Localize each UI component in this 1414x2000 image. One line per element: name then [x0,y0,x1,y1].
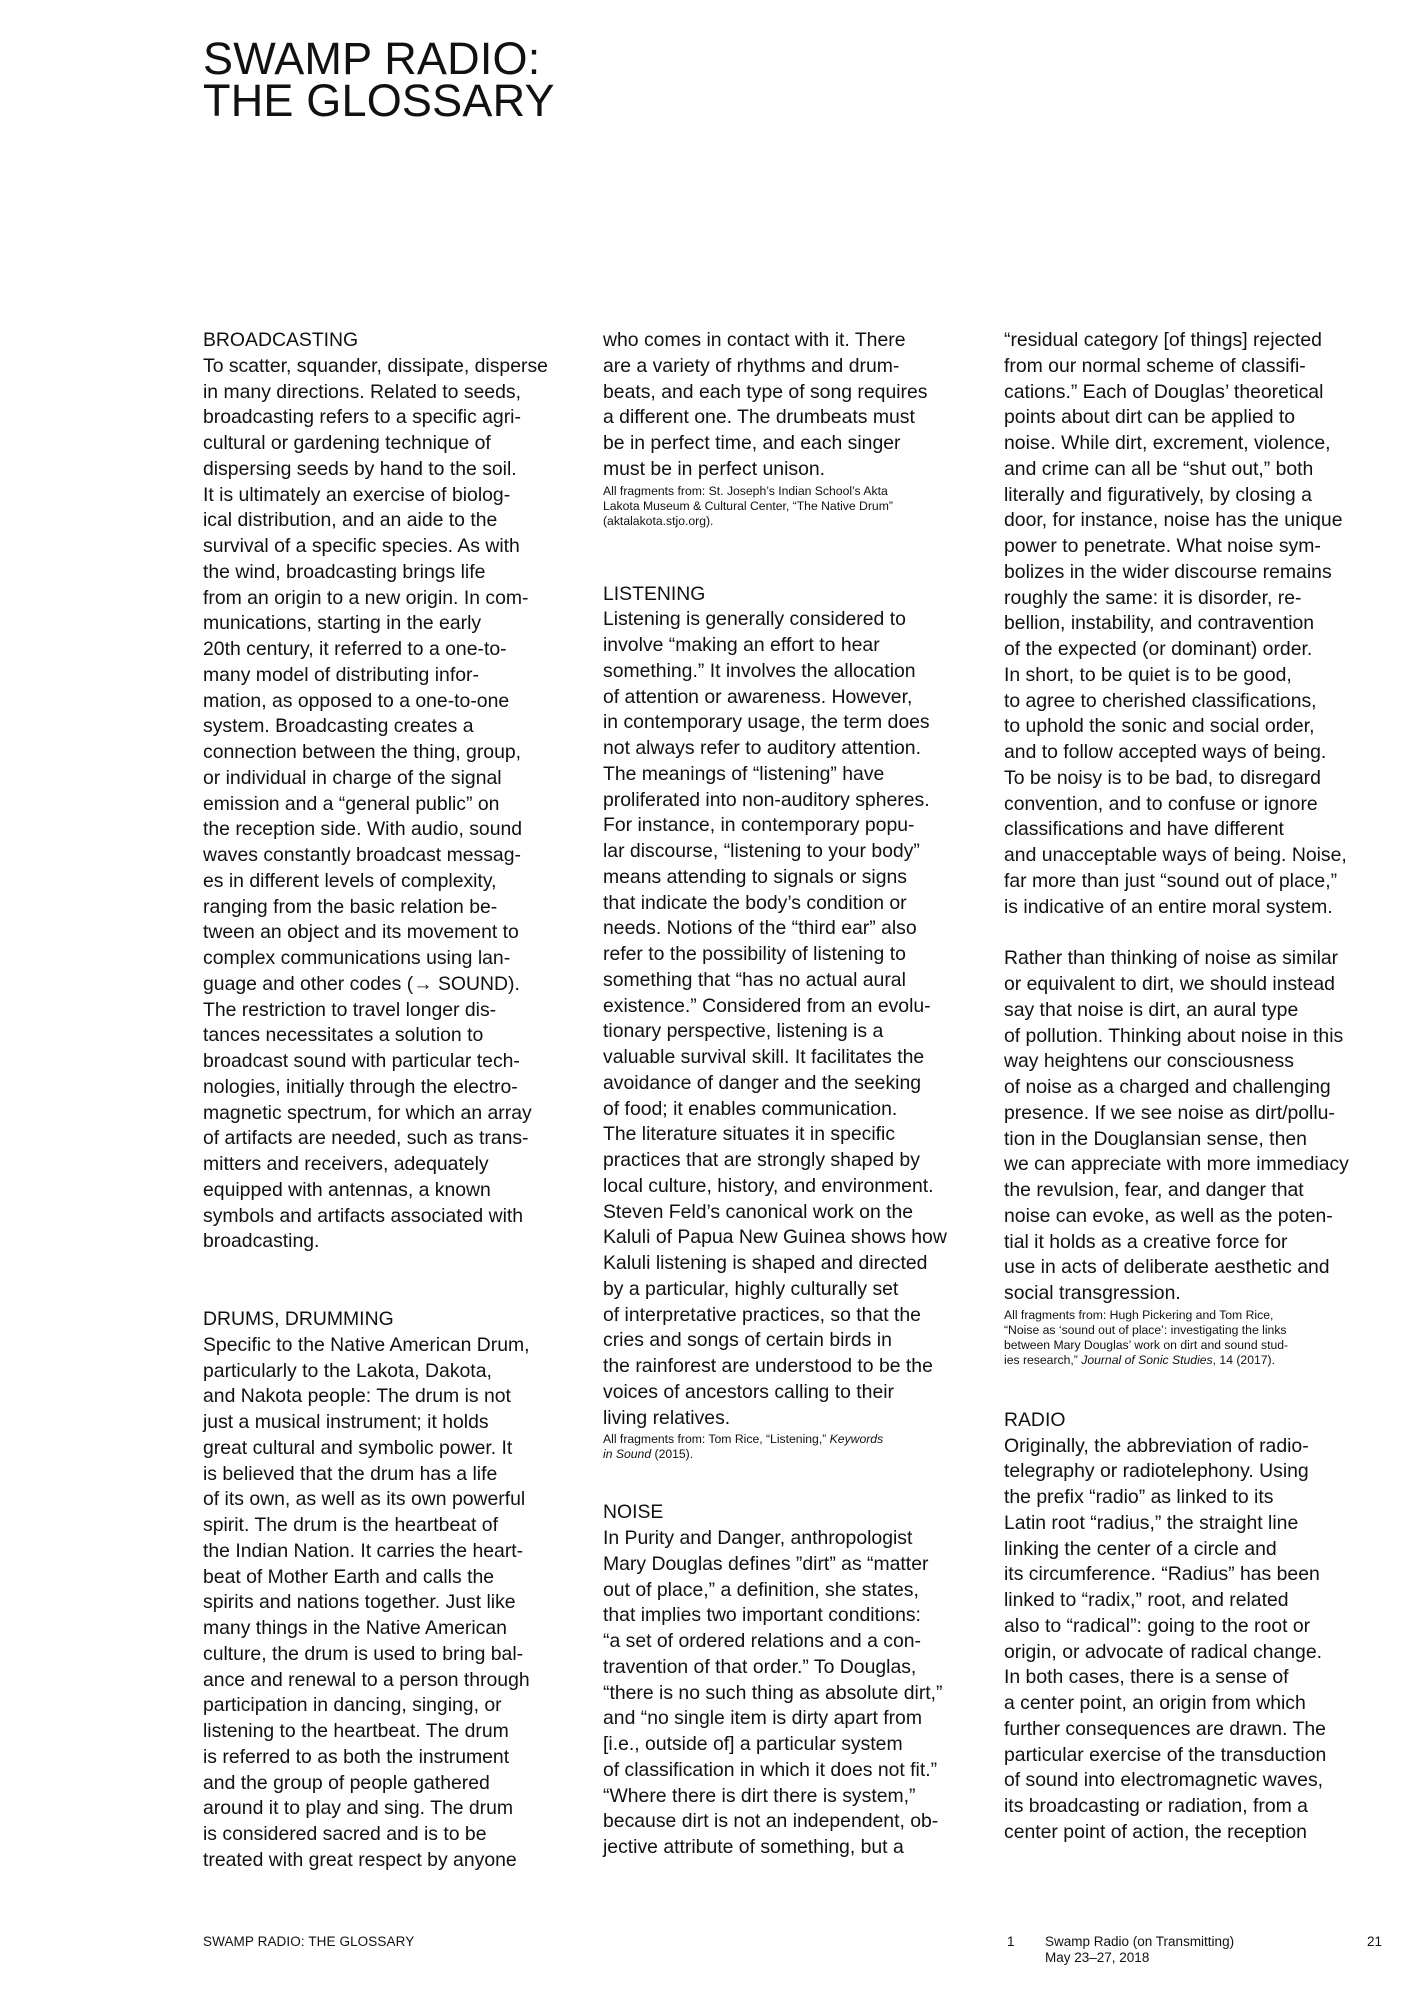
column-1 [203,328,581,1874]
citation-listening-prefix: All fragments from: Tom Rice, “Listening,” [603,1432,830,1447]
footer-running-title: SWAMP RADIO: THE GLOSSARY [203,1934,415,1949]
page-number: 21 [1367,1934,1383,1949]
entry-heading-drums: DRUMS, DRUMMING [203,1308,394,1330]
footer-event-dates: May 23–27, 2018 [1045,1950,1150,1965]
footer-event-title: Swamp Radio (on Transmitting) [1045,1934,1235,1949]
entry-text-listening: Listening is generally considered to involve “making an effort to hear something.” It involves the allocation of attention or awareness. However, in contemporary usage, the term does not always refer to auditory attention. The meanings of “listening” have proliferated into non-auditory spheres. For instance, in contemporary popu- lar discourse, “listening to your body” means attending to signals or signs that indicate the body’s condition or needs. Notions of the “third ear” also refer to the possibility of listening to something that “has no actual aural existence.” Considered from an evolu- tionary perspective, listening is a valuable survival skill. It facilitates the avoidance of danger and the seeking of food; it enables communication. The literature situates it in specific practices that are strongly shaped by local culture, history, and environment. Steven Feld’s canonical work on the Kaluli of Papua New Guinea shows how Kaluli listening is shaped and directed by a particular, highly culturally set of interpretative practices, so that the cries and songs of certain birds in the rainforest are understood to be the voices of ancestors calling to their living relatives. [603,608,947,1429]
citation-noise-suffix: , 14 (2017). [1212,1352,1275,1367]
title-line-1: SWAMP RADIO: [203,33,541,84]
column-2 [603,328,981,1861]
citation-drums: All fragments from: St. Joseph’s Indian School’s Akta Lakota Museum & Cultural Center, “The Native Drum” (aktalakota.stjo.org). [603,483,893,528]
citation-listening [603,1432,981,1462]
entry-text-noise: In Purity and Danger, anthropologist Mary Douglas defines ”dirt” as “matter out of place,” a definition, she states, that implies two important conditions: “a set of ordered relations and a con- travention of that order.” To Douglas, “there is no such thing as absolute dirt,” and “no single item is dirty apart from [i.e., outside of] a particular system of classification in which it does not fit.” “Where there is dirt there is system,” because dirt is not an independent, ob- jective attribute of something, but a [603,1527,943,1858]
entry-text-drums: Specific to the Native American Drum, particularly to the Lakota, Dakota, and Nakota people: The drum is not just a musical instrument; it holds great cultural and symbolic power. It is believed that the drum has a life of its own, as well as its own powerful spirit. The drum is the heartbeat of the Indian Nation. It carries the heart- beat of Mother Earth and calls the spirits and nations together. Just like many things in the Native American culture, the drum is used to bring bal- ance and renewal to a person through participation in dancing, singing, or listening to the heartbeat. The drum is referred to as both the instrument and the group of people gathered around it to play and sing. The drum is considered sacred and is to be treated with great respect by anyone [203,1333,530,1871]
entry-heading-listening: LISTENING [603,582,706,605]
entry-heading-radio: RADIO [1004,1408,1066,1431]
entry-text-drums-continued: who comes in contact with it. There are a variety of rhythms and drum- beats, and each type of song requires a different one. The drumbeats must be in perfect time, and each singer must be in perfect unison. [603,329,928,480]
column-3 [1004,328,1382,1846]
entry-text-radio: Originally, the abbreviation of radio- telegraphy or radiotelephony. Using the prefix “radio” as linked to its Latin root “radius,” the straight line linking the center of a circle and its circumference. “Radius” has been linked to “radix,” root, and related also to “radical”: going to the root or origin, or advocate of radical change. In both cases, there is a sense of a center point, an origin from which further consequences are drawn. The particular exercise of the transduction of sound into electromagnetic waves, its broadcasting or radiation, from a center point of action, the reception [1004,1434,1327,1843]
entry-heading-noise: NOISE [603,1501,664,1524]
citation-noise-journal: Journal of Sonic Studies [1081,1352,1213,1367]
title-line-2: THE GLOSSARY [203,75,555,126]
citation-listening-title: Keywords in Sound [603,1432,884,1462]
footer-footnote-number: 1 [1007,1934,1015,1949]
citation-noise [1004,1308,1382,1368]
entry-text-noise-continued-2: Rather than thinking of noise as similar or equivalent to dirt, we should instead say that noise is dirt, an aural type of pollution. Thinking about noise in this way heightens our consciousness of noise as a charged and challenging presence. If we see noise as dirt/pollu- tion in the Douglansian sense, then we can appreciate with more immediacy the revulsion, fear, and danger that noise can evoke, as well as the poten- tial it holds as a creative force for use in acts of deliberate aesthetic and social transgression. [1004,947,1349,1304]
citation-listening-suffix: (2015). [651,1447,694,1462]
page-title [203,33,555,126]
entry-heading-broadcasting: BROADCASTING [203,329,359,351]
citation-noise-prefix: All fragments from: Hugh Pickering and Tom Rice, “Noise as ‘sound out of place’: investigating the links between Mary Douglas’ work on dirt and sound stud- ies research,” [1004,1307,1289,1367]
entry-text-noise-continued: “residual category [of things] rejected from our normal scheme of classifi- cations.” Each of Douglas’ theoretical points about dirt can be applied to noise. While dirt, excrement, violence, and crime can all be “shut out,” both literally and figuratively, by closing a door, for instance, noise has the unique power to penetrate. What noise sym- bolizes in the wider discourse remains roughly the same: it is disorder, re- bellion, instability, and contravention of the expected (or dominant) order. In short, to be quiet is to be good, to agree to cherished classifications, to uphold the sonic and social order, and to follow accepted ways of being. To be noisy is to be bad, to disregard convention, and to confuse or ignore classifications and have different and unacceptable ways of being. Noise, far more than just “sound out of place,” is indicative of an entire moral system. [1004,329,1347,918]
footer-event-info [1045,1934,1234,1966]
entry-text-broadcasting: To scatter, squander, dissipate, disperse in many directions. Related to seeds, broadcasting refers to a specific agri- cultural or gardening technique of dispersing seeds by hand to the soil. It is ultimately an exercise of biolog- ical distribution, and an aide to the survival of a specific species. As with the wind, broadcasting brings life from an origin to a new origin. In com- munications, starting in the early 20th century, it referred to a one-to- many model of distributing infor- mation, as opposed to a one-to-one system. Broadcasting creates a connection between the thing, group, or individual in charge of the signal emission and a “general public” on the reception side. With audio, sound waves constantly broadcast messag- es in different levels of complexity, ranging from the basic relation be- tween an object and its movement to complex communications using lan- guage and other codes (→ SOUND). The restriction to travel longer dis- tances necessitates a solution to broadcast sound with particular tech- nologies, initially through the electro- magnetic spectrum, for which an array of artifacts are needed, such as trans- mitters and receivers, adequately equipped with antennas, a known symbols and artifacts associated with broadcasting. [203,354,548,1253]
